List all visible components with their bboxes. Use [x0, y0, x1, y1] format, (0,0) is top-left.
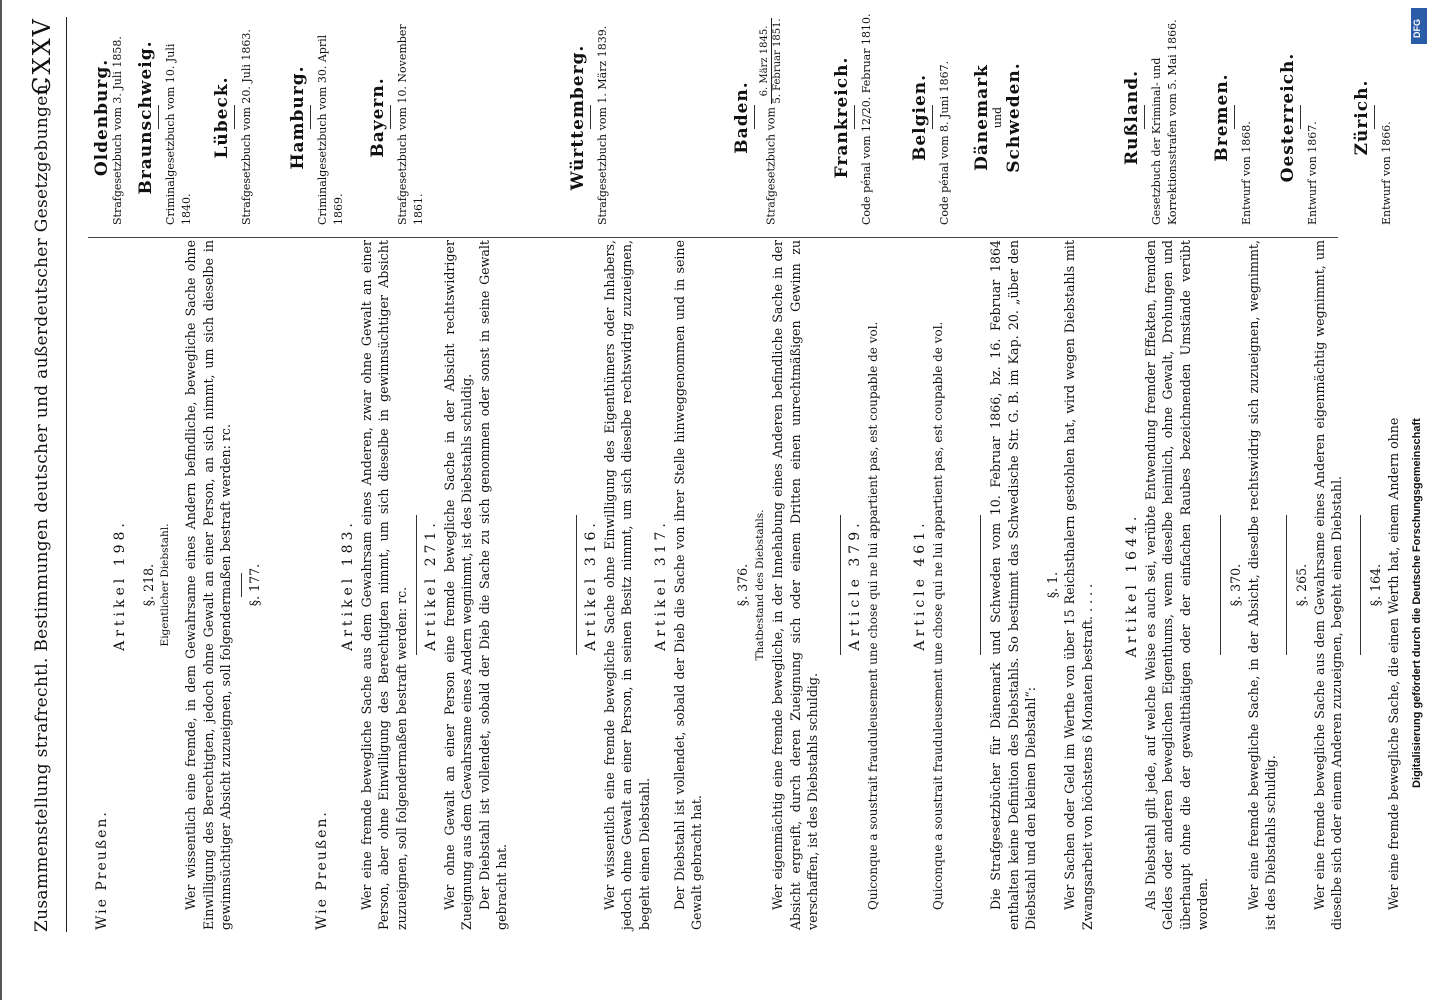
zuerich-entry	[1354, 10, 1395, 225]
frankreich-section	[834, 240, 882, 930]
bremen-heading: Bremen.	[1212, 73, 1232, 162]
wuerttemberg-source: Strafgesetzbuch vom 1. März 1839.	[596, 25, 609, 225]
separator	[1286, 515, 1287, 655]
zuerich-heading: Zürich.	[1352, 79, 1372, 156]
bremen-source: Entwurf von 1868.	[1240, 121, 1253, 225]
scandinavia-text: Die Strafgesetzbücher für Dänemark und Schweden vom 10. Februar 1866, bz. 16. Februar 1864 enthalten keine Definition des Diebstahls. So bestimmt das Schwedische Str. G. B. im Kap. 20. „über den Diebstahl und den kleinen Diebstahl“:	[988, 240, 1038, 930]
frankreich-entry	[834, 10, 875, 225]
artikel-316: Artikel 316.	[583, 519, 599, 651]
russland-source: Gesetzbuch der Kriminal- und Korrektionsstrafen vom 5. Mai 1866.	[1150, 19, 1179, 225]
oesterreich-entry	[1280, 10, 1321, 225]
russland-section	[1124, 240, 1212, 930]
paragraph-265-text: Wer eine fremde bewegliche Sache aus dem Gewahrsame eines Anderen eigenmächtig wegnimmt, um dieselbe sich oder einem Anderen zuzueignen, begeht einen Diebstahl.	[1311, 240, 1344, 930]
bayern-entry	[370, 10, 427, 225]
luebeck-entry	[214, 10, 255, 225]
belgien-section	[912, 240, 947, 930]
paragraph-376-text: Wer eigenmächtig eine fremde bewegliche, in der Innehabung eines Anderen befindliche Sache in der Absicht ergreift, durch deren Zueignung sich oder einem Dritten einen unrechtmäßigen Gewinn zu verschaffen, ist des Diebstahls schuldig.	[770, 240, 820, 930]
artikel-271-text-2: Der Diebstahl ist vollendet, sobald der Dieb die Sache zu sich genommen oder sonst in seine Gewalt gebracht hat.	[476, 240, 509, 930]
skandinavien-section	[974, 240, 1096, 930]
separator	[416, 515, 417, 655]
zuerich-source: Entwurf von 1866.	[1380, 121, 1393, 225]
page-number: CXXV	[28, 17, 56, 95]
daenemark-heading: Dänemark	[972, 64, 992, 171]
baden-heading: Baden.	[732, 81, 752, 154]
baden-date-top: 6. März 1845.	[759, 18, 772, 103]
frankreich-source: Code pénal vom 12/20. Februar 1810.	[860, 13, 873, 225]
wie-preussen-1: Wie Preußen.	[94, 810, 110, 930]
oldenburg-source: Strafgesetzbuch vom 3. Juli 1858.	[111, 36, 124, 225]
baden-section	[734, 240, 822, 930]
dfg-logo-text: DFG	[1412, 19, 1422, 38]
artikel-1644: Artikel 1644.	[1124, 512, 1140, 658]
separator	[754, 106, 755, 130]
separator	[1144, 106, 1145, 130]
article-461-text: Quiconque a soustrait frauduleusement une chose qui ne lui appartient pas, est coupable de vol.	[930, 321, 945, 910]
bremen-entry	[1214, 10, 1255, 225]
separator	[1300, 106, 1301, 130]
separator	[980, 515, 981, 655]
artikel-1644-text: Als Diebstahl gilt jede, auf welche Weise es auch sei, verübte Entwendung fremder Effekten, fremden Geldes oder anderen beweglichen Eigenthums, wenn dieselbe heimlich, ohne Gewalt, Drohungen und überhaupt ohne die der gewaltthätigen oder der einfachen Raubes bezeichnenden Umstände verübt worden.	[1142, 240, 1210, 930]
paragraph-164: §. 164.	[1368, 563, 1383, 607]
artikel-183-text: Wer eine fremde bewegliche Sache aus dem Gewahrsam eines Anderen, zwar ohne Gewalt an einer Person, aber ohne Einwilligung des Berechtigten nimmt, um sich dieselbe in gewinnsüchtiger Absicht zuzueignen, soll folgendermaßen bestraft werden: rc.	[358, 240, 409, 930]
hamburg-section	[314, 240, 332, 930]
separator	[310, 106, 311, 130]
luebeck-source: Strafgesetzbuch vom 20. Juli 1863.	[240, 29, 253, 225]
belgien-entry	[912, 10, 953, 225]
braunschweig-heading: Braunschweig.	[136, 40, 156, 195]
separator	[590, 106, 591, 130]
paragraph-164-text: Wer eine fremde bewegliche Sache, die einen Werth hat, einem Andern ohne	[1385, 417, 1401, 910]
artikel-271-text-1: Wer ohne Gewalt an einer Person eine fremde bewegliche Sache in der Absicht rechtswidriger Zueignung aus dem Gewahrsame eines Andern wegnimmt, ist des Diebstahls schuldig.	[441, 240, 474, 930]
hamburg-heading: Hamburg.	[288, 65, 308, 170]
paragraph-370-text: Wer eine fremde bewegliche Sache, in der Absicht, dieselbe rechtswidrig sich zuzueignen, wegnimmt, ist des Diebstahls schuldig.	[1245, 240, 1278, 930]
russland-entry	[1124, 10, 1181, 225]
luebeck-section	[182, 240, 263, 930]
baden-source-prefix: Strafgesetzbuch vom	[764, 107, 778, 225]
separator	[241, 573, 242, 597]
wuerttemberg-section	[570, 240, 706, 930]
wuerttemberg-entry	[570, 10, 611, 225]
baden-date-bottom: 5. Februar 1851.	[772, 18, 783, 104]
skandinavien-entry	[974, 10, 1022, 225]
column-divider	[88, 237, 1338, 238]
paragraph-265: §. 265.	[1294, 563, 1309, 607]
separator	[840, 515, 841, 655]
artikel-317-text: Der Diebstahl ist vollendet, sobald der Dieb die Sache von ihrer Stelle hinweggenommen und in seine Gewalt gebracht hat.	[671, 240, 704, 930]
schweden-heading: Schweden.	[1004, 62, 1024, 173]
hamburg-source: Criminalgesetzbuch vom 30. April 1869.	[316, 34, 345, 225]
separator	[576, 515, 577, 655]
paragraph-370: §. 370.	[1228, 563, 1243, 607]
baden-source	[759, 10, 784, 225]
artikel-271: Artikel 271.	[423, 519, 439, 651]
header-rule	[66, 17, 67, 932]
digitization-stamp: Digitalisierung gefördert durch die Deutsche Forschungsgemeinschaft	[1411, 418, 1423, 788]
paragraph-177: §. 177.	[246, 563, 262, 607]
wuerttemberg-heading: Württemberg.	[568, 44, 588, 191]
artikel-183: Artikel 183.	[340, 519, 356, 651]
luebeck-heading: Lübeck.	[212, 76, 232, 159]
zuerich-section	[1354, 240, 1402, 930]
belgien-source: Code pénal vom 8. Juni 1867.	[938, 60, 951, 225]
separator	[390, 106, 391, 130]
bremen-section	[1214, 240, 1280, 930]
bayern-heading: Bayern.	[368, 77, 388, 158]
belgien-heading: Belgien.	[910, 73, 930, 162]
artikel-198: Artikel 198.	[112, 519, 128, 651]
oesterreich-section	[1280, 240, 1346, 930]
paragraph-1: §. 1.	[1044, 571, 1060, 599]
article-461: Article 461.	[912, 519, 928, 651]
bayern-source: Strafgesetzbuch vom 10. November 1861.	[396, 24, 425, 225]
separator	[1234, 106, 1235, 130]
artikel-316-text: Wer wissentlich eine fremde bewegliche Sache ohne Einwilligung des Eigenthümers oder Inhabers, jedoch ohne Gewalt an einer Person, in seinen Besitz nimmt, um sich dieselbe rechtswidrig zuzueignen, begeht einen Diebstahl.	[601, 240, 652, 930]
separator	[1220, 515, 1221, 655]
separator	[854, 106, 855, 130]
article-379: Article 379.	[847, 519, 863, 651]
frankreich-heading: Frankreich.	[832, 56, 852, 179]
paragraph-218-text: Wer wissentlich eine fremde, in dem Gewahrsame eines Andern befindliche, bewegliche Sache ohne Einwilligung des Berechtigten, jedoch ohne Gewalt an einer Person, an sich nimmt, um sich dieselbe in gewinnsüchtiger Absicht zuzueignen, soll folgendermaßen bestraft werden: rc.	[183, 240, 233, 930]
oldenburg-section	[94, 240, 112, 930]
running-header	[28, 17, 60, 932]
paragraph-218-subtitle: Eigentlicher Diebstahl.	[159, 523, 171, 647]
oesterreich-source: Entwurf von 1867.	[1306, 121, 1319, 225]
separator	[1360, 515, 1361, 655]
russland-heading: Rußland.	[1122, 69, 1142, 166]
paragraph-376: §. 376.	[735, 563, 750, 607]
wie-preussen-2: Wie Preußen.	[314, 810, 330, 930]
separator	[1374, 106, 1375, 130]
hamburg-entry	[290, 10, 347, 225]
separator	[158, 106, 159, 130]
und-label: und	[991, 106, 1004, 129]
baden-dates	[759, 18, 784, 103]
oldenburg-entry	[94, 10, 126, 225]
artikel-317: Artikel 317.	[653, 519, 669, 651]
braunschweig-entry	[138, 10, 195, 225]
oesterreich-heading: Oesterreich.	[1278, 52, 1298, 183]
oldenburg-heading: Oldenburg.	[92, 58, 112, 177]
braunschweig-source: Criminalgesetzbuch vom 10. Juli 1840.	[164, 43, 193, 225]
bayern-section	[340, 240, 511, 930]
paragraph-376-subtitle: Thatbestand des Diebstahls.	[753, 509, 766, 661]
paragraph-1-text: Wer Sachen oder Geld im Werthe von über 15 Reichsthalern gestohlen hat, wird wegen Diebstahls mit Zwangsarbeit von höchstens 6 Monaten bestraft. . . . .	[1062, 240, 1095, 930]
separator	[234, 106, 235, 130]
paragraph-218: §. 218.	[140, 563, 156, 607]
article-379-text: Quiconque a soustrait frauduleusement une chose qui ne lui appartient pas, est coupable de vol.	[865, 321, 880, 910]
separator	[932, 106, 933, 130]
baden-entry	[734, 10, 784, 225]
braunschweig-section	[112, 240, 175, 930]
page-heading: Zusammenstellung strafrechtl. Bestimmungen deutscher und außerdeutscher Gesetzgebungen.	[32, 78, 52, 932]
